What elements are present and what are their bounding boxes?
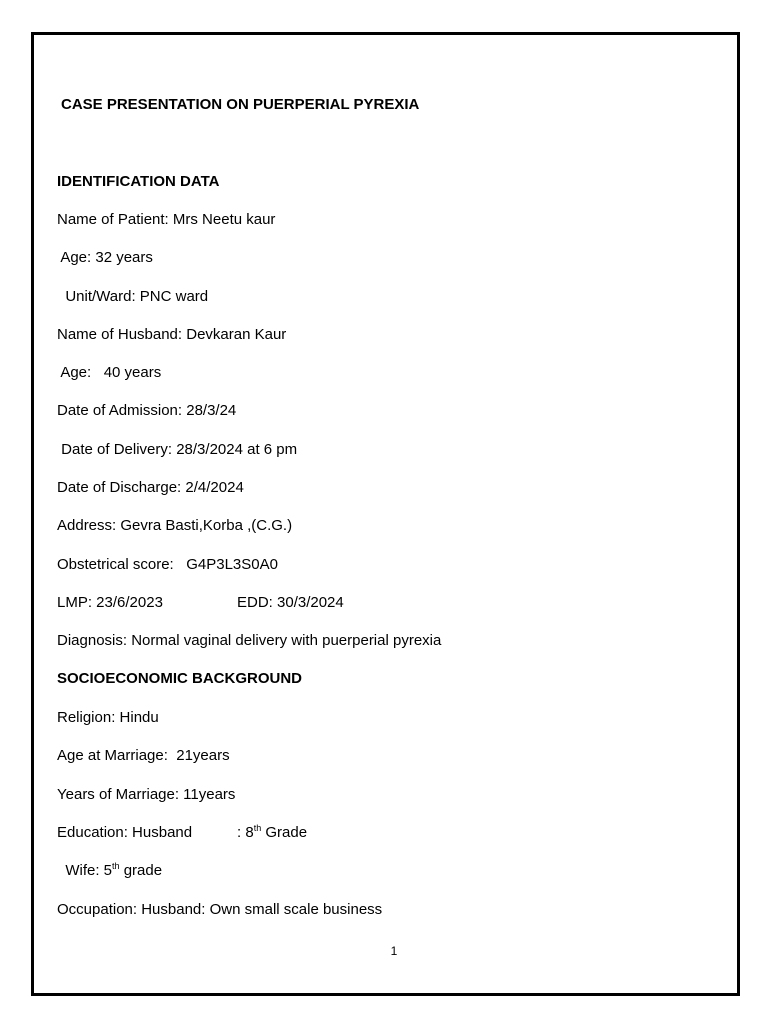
delivery-date: Date of Delivery: 28/3/2024 at 6 pm xyxy=(57,441,298,458)
education-wife-sup: th xyxy=(112,861,120,871)
diagnosis: Diagnosis: Normal vaginal delivery with puerperial pyrexia xyxy=(57,632,442,649)
obstetrical-score: Obstetrical score: G4P3L3S0A0 xyxy=(57,556,278,573)
education-husband-label: Education: Husband xyxy=(57,824,193,841)
page-number: 1 xyxy=(390,944,398,958)
patient-name: Name of Patient: Mrs Neetu kaur xyxy=(57,211,276,228)
education-husband-suffix: Grade xyxy=(261,824,308,841)
education-wife-suffix: grade xyxy=(119,862,163,879)
education-wife xyxy=(57,862,162,880)
years-of-marriage: Years of Marriage: 11years xyxy=(57,786,236,803)
edd: EDD: 30/3/2024 xyxy=(237,594,344,611)
lmp: LMP: 23/6/2023 xyxy=(57,594,163,611)
discharge-date: Date of Discharge: 2/4/2024 xyxy=(57,479,244,496)
patient-age: Age: 32 years xyxy=(57,249,153,266)
document-title: CASE PRESENTATION ON PUERPERIAL PYREXIA xyxy=(61,96,420,113)
husband-age: Age: 40 years xyxy=(57,364,162,381)
religion: Religion: Hindu xyxy=(57,709,159,726)
husband-name: Name of Husband: Devkaran Kaur xyxy=(57,326,287,343)
identification-heading: IDENTIFICATION DATA xyxy=(57,173,220,190)
education-wife-prefix: Wife: 5 xyxy=(57,862,113,879)
occupation: Occupation: Husband: Own small scale business xyxy=(57,901,383,918)
education-husband-prefix: : 8 xyxy=(237,824,254,841)
unit-ward: Unit/Ward: PNC ward xyxy=(57,288,209,305)
age-at-marriage: Age at Marriage: 21years xyxy=(57,747,230,764)
admission-date: Date of Admission: 28/3/24 xyxy=(57,402,237,419)
education-husband-sup: th xyxy=(253,823,262,833)
socioeconomic-heading: SOCIOECONOMIC BACKGROUND xyxy=(57,670,303,687)
education-husband-value xyxy=(237,824,307,842)
address: Address: Gevra Basti,Korba ,(C.G.) xyxy=(57,517,293,534)
